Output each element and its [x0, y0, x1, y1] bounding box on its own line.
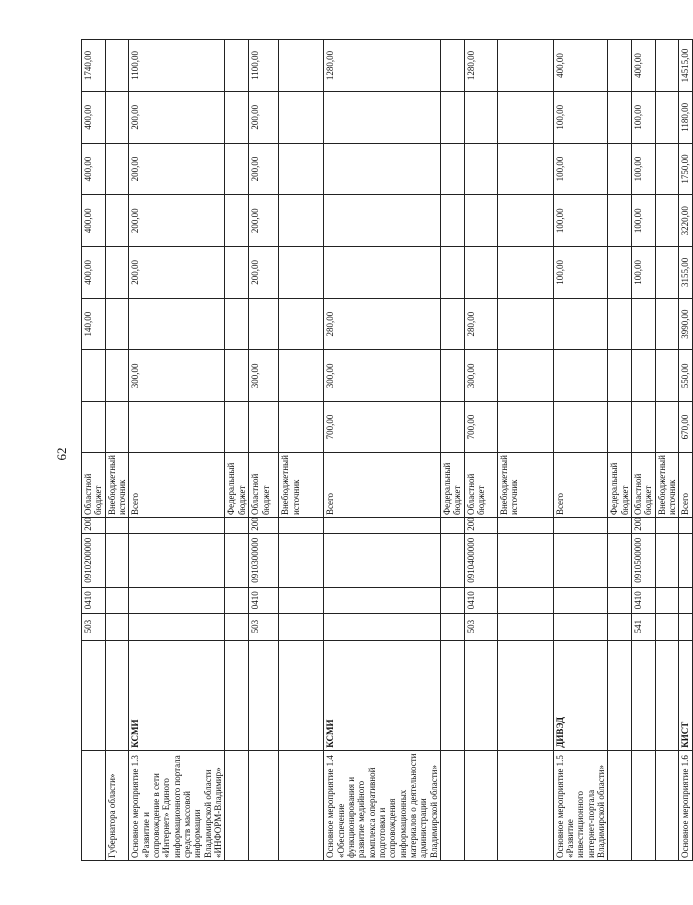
grbs-code-cell: 503 [249, 613, 279, 640]
measure-name-cell: Губернатора области» [105, 750, 129, 860]
table-row [279, 40, 324, 861]
amount-cell [440, 91, 464, 143]
executor-cell [105, 640, 129, 750]
amount-cell [225, 402, 249, 453]
amount-cell [82, 350, 106, 402]
amount-cell: 280,00 [464, 298, 497, 350]
amount-cell [608, 40, 632, 92]
grbs-code-cell [497, 613, 553, 640]
amount-cell: 1180,00 [679, 91, 693, 143]
expense-type-cell [129, 518, 225, 534]
amount-cell [225, 143, 249, 195]
amount-cell [553, 350, 608, 402]
amount-cell [324, 91, 441, 143]
section-code-cell: 0410 [82, 587, 106, 613]
section-code-cell [129, 587, 225, 613]
measure-name-cell [225, 750, 249, 860]
funding-source-cell: Внебюджетный источник [105, 452, 129, 517]
table-row [225, 40, 249, 861]
funding-source-cell: Областной бюджет [82, 452, 106, 517]
amount-cell [225, 247, 249, 299]
amount-cell: 300,00 [249, 350, 279, 402]
amount-cell [608, 402, 632, 453]
funding-source-cell: Всего [129, 452, 225, 517]
amount-cell: 100,00 [632, 91, 656, 143]
funding-source-cell: Внебюджетный источник [655, 452, 679, 517]
amount-cell [324, 247, 441, 299]
executor-cell [497, 640, 553, 750]
amount-cell [105, 91, 129, 143]
amount-cell [279, 91, 324, 143]
amount-cell [225, 298, 249, 350]
funding-source-cell: Областной бюджет [632, 452, 656, 517]
amount-cell [655, 195, 679, 247]
amount-cell [655, 298, 679, 350]
amount-cell [225, 350, 249, 402]
amount-cell [464, 143, 497, 195]
executor-cell [82, 640, 106, 750]
amount-cell [632, 350, 656, 402]
amount-cell [464, 195, 497, 247]
expense-type-cell [105, 518, 129, 534]
expense-type-cell [440, 518, 464, 534]
amount-cell: 400,00 [632, 40, 656, 92]
target-article-cell [608, 533, 632, 587]
amount-cell: 400,00 [553, 40, 608, 92]
executor-cell: КСМИ [129, 640, 225, 750]
section-code-cell [324, 587, 441, 613]
amount-cell [608, 298, 632, 350]
target-article-cell [440, 533, 464, 587]
table-row [324, 40, 441, 861]
amount-cell [324, 143, 441, 195]
amount-cell [105, 143, 129, 195]
table-row [497, 40, 553, 861]
expense-type-cell: 200 [464, 518, 497, 534]
amount-cell: 3220,00 [679, 195, 693, 247]
measure-name-cell [497, 750, 553, 860]
page-number: 62 [54, 447, 69, 461]
funding-source-cell: Областной бюджет [464, 452, 497, 517]
table-row [679, 40, 693, 861]
expense-type-cell [225, 518, 249, 534]
executor-cell [225, 640, 249, 750]
expense-type-cell [679, 518, 693, 534]
amount-cell: 550,00 [679, 350, 693, 402]
executor-cell [655, 640, 679, 750]
measure-name-cell: Основное мероприятие 1.3 «Развитие и сопровождение в сети «Интернет» Единого информационного портала средств массовой информации Владимирской области «ИНФОРМ-Владимир» [129, 750, 225, 860]
amount-cell [440, 350, 464, 402]
amount-cell [440, 247, 464, 299]
amount-cell: 200,00 [129, 195, 225, 247]
expense-type-cell: 200 [632, 518, 656, 534]
amount-cell [129, 402, 225, 453]
target-article-cell [225, 533, 249, 587]
measure-name-cell [440, 750, 464, 860]
amount-cell: 140,00 [82, 298, 106, 350]
amount-cell [608, 195, 632, 247]
amount-cell: 300,00 [129, 350, 225, 402]
funding-source-cell: Всего [324, 452, 441, 517]
expense-type-cell [608, 518, 632, 534]
executor-cell [632, 640, 656, 750]
table-row [608, 40, 632, 861]
amount-cell: 200,00 [249, 143, 279, 195]
amount-cell [440, 40, 464, 92]
amount-cell [279, 350, 324, 402]
expense-type-cell [279, 518, 324, 534]
amount-cell [608, 350, 632, 402]
target-article-cell [553, 533, 608, 587]
amount-cell: 200,00 [129, 143, 225, 195]
table-row [105, 40, 129, 861]
target-article-cell [679, 533, 693, 587]
table-row [249, 40, 279, 861]
executor-cell [608, 640, 632, 750]
amount-cell [655, 247, 679, 299]
amount-cell: 100,00 [553, 143, 608, 195]
amount-cell: 280,00 [324, 298, 441, 350]
table-row [655, 40, 679, 861]
section-code-cell [279, 587, 324, 613]
amount-cell [608, 91, 632, 143]
amount-cell [497, 350, 553, 402]
expense-type-cell [655, 518, 679, 534]
amount-cell: 400,00 [82, 143, 106, 195]
funding-source-cell: Федеральный бюджет [440, 452, 464, 517]
amount-cell [249, 298, 279, 350]
amount-cell: 400,00 [82, 91, 106, 143]
funding-source-cell: Всего [679, 452, 693, 517]
table-row [632, 40, 656, 861]
amount-cell: 100,00 [553, 195, 608, 247]
amount-cell: 100,00 [632, 247, 656, 299]
amount-cell: 100,00 [632, 195, 656, 247]
amount-cell [279, 143, 324, 195]
amount-cell [497, 40, 553, 92]
target-article-cell: 0910400000 [464, 533, 497, 587]
measure-name-cell [82, 750, 106, 860]
measure-name-cell [632, 750, 656, 860]
amount-cell: 100,00 [553, 247, 608, 299]
amount-cell [464, 91, 497, 143]
amount-cell: 200,00 [129, 247, 225, 299]
amount-cell [632, 298, 656, 350]
table-row [464, 40, 497, 861]
amount-cell [497, 402, 553, 453]
section-code-cell: 0410 [249, 587, 279, 613]
section-code-cell [440, 587, 464, 613]
executor-cell: КСМИ [324, 640, 441, 750]
amount-cell [497, 247, 553, 299]
amount-cell [464, 247, 497, 299]
grbs-code-cell [679, 613, 693, 640]
amount-cell: 1280,00 [464, 40, 497, 92]
funding-source-cell: Федеральный бюджет [225, 452, 249, 517]
amount-cell: 1100,00 [129, 40, 225, 92]
target-article-cell [497, 533, 553, 587]
amount-cell [225, 40, 249, 92]
amount-cell [105, 195, 129, 247]
amount-cell [279, 402, 324, 453]
grbs-code-cell [225, 613, 249, 640]
amount-cell: 14515,00 [679, 40, 693, 92]
executor-cell [440, 640, 464, 750]
amount-cell: 3990,00 [679, 298, 693, 350]
amount-cell: 100,00 [632, 143, 656, 195]
measure-name-cell [249, 750, 279, 860]
amount-cell [497, 298, 553, 350]
expense-type-cell [324, 518, 441, 534]
amount-cell [440, 143, 464, 195]
funding-source-cell: Внебюджетный источник [497, 452, 553, 517]
executor-cell [249, 640, 279, 750]
section-code-cell: 0410 [632, 587, 656, 613]
amount-cell: 1750,00 [679, 143, 693, 195]
amount-cell: 300,00 [464, 350, 497, 402]
amount-cell [497, 91, 553, 143]
measure-name-cell [608, 750, 632, 860]
amount-cell [249, 402, 279, 453]
amount-cell [105, 40, 129, 92]
table-row [82, 40, 106, 861]
amount-cell [497, 195, 553, 247]
grbs-code-cell: 503 [82, 613, 106, 640]
funding-source-cell: Областной бюджет [249, 452, 279, 517]
target-article-cell: 0910500000 [632, 533, 656, 587]
amount-cell: 1280,00 [324, 40, 441, 92]
amount-cell [608, 247, 632, 299]
amount-cell [655, 91, 679, 143]
target-article-cell: 0910200000 [82, 533, 106, 587]
grbs-code-cell [608, 613, 632, 640]
section-code-cell [655, 587, 679, 613]
funding-source-cell: Федеральный бюджет [608, 452, 632, 517]
grbs-code-cell [440, 613, 464, 640]
table-row [440, 40, 464, 861]
amount-cell [632, 402, 656, 453]
amount-cell: 1740,00 [82, 40, 106, 92]
section-code-cell [608, 587, 632, 613]
amount-cell: 3155,00 [679, 247, 693, 299]
amount-cell: 700,00 [324, 402, 441, 453]
amount-cell: 670,00 [679, 402, 693, 453]
amount-cell [655, 40, 679, 92]
section-code-cell [553, 587, 608, 613]
expense-type-cell: 200 [249, 518, 279, 534]
measure-name-cell [279, 750, 324, 860]
executor-cell: ДИВЭД [553, 640, 608, 750]
amount-cell [440, 298, 464, 350]
amount-cell [105, 402, 129, 453]
amount-cell [105, 350, 129, 402]
amount-cell [279, 298, 324, 350]
executor-cell [279, 640, 324, 750]
section-code-cell [225, 587, 249, 613]
grbs-code-cell [279, 613, 324, 640]
section-code-cell [105, 587, 129, 613]
measure-name-cell: Основное мероприятие 1.4 «Обеспечение функционирования и развитие медийного комплекса оперативной подготовки и сопровождения информационных материалов о деятельности администрации Владимирской области» [324, 750, 441, 860]
amount-cell [553, 298, 608, 350]
target-article-cell [105, 533, 129, 587]
amount-cell: 700,00 [464, 402, 497, 453]
amount-cell: 200,00 [249, 195, 279, 247]
amount-cell [655, 143, 679, 195]
grbs-code-cell: 503 [464, 613, 497, 640]
amount-cell [279, 40, 324, 92]
table-row [553, 40, 608, 861]
amount-cell [279, 247, 324, 299]
grbs-code-cell: 541 [632, 613, 656, 640]
amount-cell: 200,00 [249, 247, 279, 299]
amount-cell: 100,00 [553, 91, 608, 143]
target-article-cell [655, 533, 679, 587]
expense-type-cell: 200 [82, 518, 106, 534]
measure-name-cell: Основное мероприятие 1.6 [679, 750, 693, 860]
grbs-code-cell [129, 613, 225, 640]
measure-name-cell [464, 750, 497, 860]
amount-cell [225, 91, 249, 143]
budget-table [81, 39, 693, 861]
executor-cell: КИСТ [679, 640, 693, 750]
amount-cell [105, 298, 129, 350]
table-row [129, 40, 225, 861]
amount-cell [440, 195, 464, 247]
section-code-cell [497, 587, 553, 613]
section-code-cell: 0410 [464, 587, 497, 613]
expense-type-cell [497, 518, 553, 534]
amount-cell: 400,00 [82, 195, 106, 247]
grbs-code-cell [324, 613, 441, 640]
amount-cell [608, 143, 632, 195]
target-article-cell [279, 533, 324, 587]
expense-type-cell [553, 518, 608, 534]
amount-cell [225, 195, 249, 247]
grbs-code-cell [105, 613, 129, 640]
amount-cell: 200,00 [249, 91, 279, 143]
amount-cell [324, 195, 441, 247]
amount-cell [440, 402, 464, 453]
target-article-cell: 0910300000 [249, 533, 279, 587]
amount-cell [279, 195, 324, 247]
amount-cell [655, 350, 679, 402]
amount-cell [655, 402, 679, 453]
amount-cell [129, 298, 225, 350]
grbs-code-cell [553, 613, 608, 640]
measure-name-cell: Основное мероприятие 1.5 «Развитие инвестиционного интернет-портала Владимирской области» [553, 750, 608, 860]
target-article-cell [324, 533, 441, 587]
budget-table-rotated [81, 39, 691, 861]
funding-source-cell: Всего [553, 452, 608, 517]
section-code-cell [679, 587, 693, 613]
measure-name-cell [655, 750, 679, 860]
amount-cell: 200,00 [129, 91, 225, 143]
target-article-cell [129, 533, 225, 587]
amount-cell [105, 247, 129, 299]
amount-cell: 400,00 [82, 247, 106, 299]
amount-cell: 1100,00 [249, 40, 279, 92]
amount-cell [497, 143, 553, 195]
amount-cell: 300,00 [324, 350, 441, 402]
executor-cell [464, 640, 497, 750]
funding-source-cell: Внебюджетный источник [279, 452, 324, 517]
amount-cell [82, 402, 106, 453]
amount-cell [553, 402, 608, 453]
grbs-code-cell [655, 613, 679, 640]
